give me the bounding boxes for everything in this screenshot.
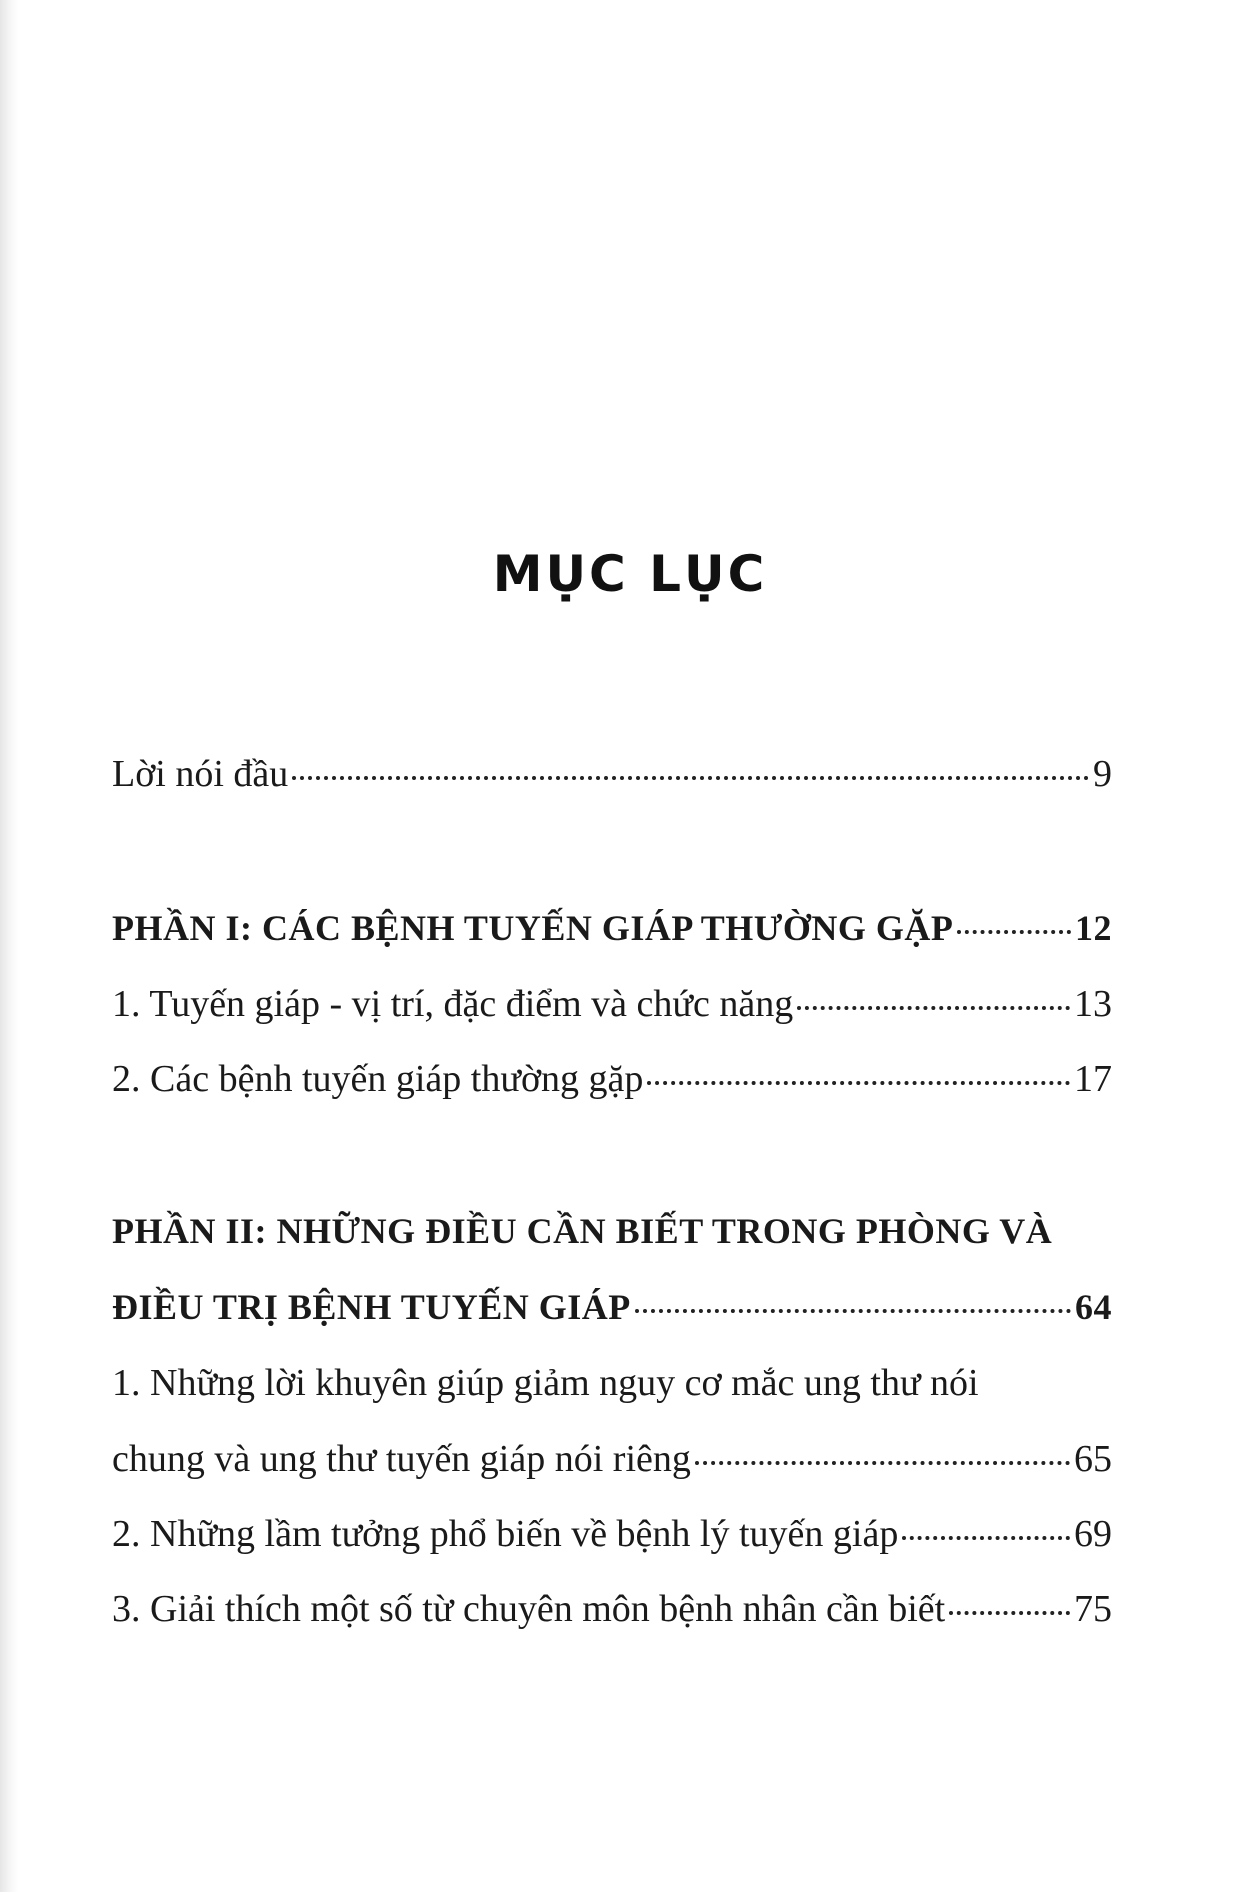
toc-entry-1-2 — [112, 1055, 1112, 1103]
dot-leader — [695, 1461, 1070, 1465]
toc-entry-label: 1. Tuyến giáp - vị trí, đặc điểm và chức năng — [112, 983, 794, 1025]
dot-leader — [292, 776, 1089, 780]
toc-entry-label: PHẦN I: CÁC BỆNH TUYẾN GIÁP THƯỜNG GẶP — [112, 908, 954, 948]
toc-entry-1-1 — [112, 980, 1112, 1028]
toc-page-number: 75 — [1074, 1588, 1112, 1630]
dot-leader — [797, 1006, 1070, 1010]
dot-leader — [902, 1536, 1070, 1540]
toc-entry-2-2 — [112, 1510, 1112, 1558]
toc-page-number: 69 — [1074, 1513, 1112, 1555]
toc-page-number: 64 — [1075, 1287, 1112, 1327]
toc-page-number: 17 — [1074, 1058, 1112, 1100]
dot-leader — [635, 1309, 1071, 1313]
toc-entry-label: 2. Những lầm tưởng phổ biến về bệnh lý tuyến giáp — [112, 1513, 899, 1555]
toc-entry-2-1-line1: 1. Những lời khuyên giúp giảm nguy cơ mắc ung thư nói — [112, 1362, 979, 1404]
dot-leader — [647, 1081, 1070, 1085]
toc-entry-2-3 — [112, 1585, 1112, 1633]
dot-leader — [957, 930, 1071, 934]
toc-entry-label: ĐIỀU TRỊ BỆNH TUYẾN GIÁP — [112, 1287, 631, 1327]
toc-entry-label: chung và ung thư tuyến giáp nói riêng — [112, 1438, 691, 1480]
toc-page-number: 9 — [1093, 753, 1112, 795]
page-title: MỤC LỤC — [492, 545, 768, 603]
toc-entry-part-2-line1: PHẦN II: NHỮNG ĐIỀU CẦN BIẾT TRONG PHÒNG VÀ — [112, 1211, 1053, 1251]
toc-page-number: 65 — [1074, 1438, 1112, 1480]
toc-entry-part-1 — [112, 904, 1112, 952]
toc-entry-label: 2. Các bệnh tuyến giáp thường gặp — [112, 1058, 644, 1100]
toc-page-number: 13 — [1074, 983, 1112, 1025]
toc-entry-part-2 — [112, 1283, 1112, 1331]
toc-page-number: 12 — [1075, 908, 1112, 948]
toc-entry-label: Lời nói đầu — [112, 753, 289, 795]
toc-entry-2-1 — [112, 1435, 1112, 1483]
dot-leader — [949, 1611, 1070, 1615]
page-edge-shadow — [0, 0, 18, 1892]
toc-entry-label: 3. Giải thích một số từ chuyên môn bệnh nhân cần biết — [112, 1588, 946, 1630]
toc-entry-preface — [112, 750, 1112, 798]
